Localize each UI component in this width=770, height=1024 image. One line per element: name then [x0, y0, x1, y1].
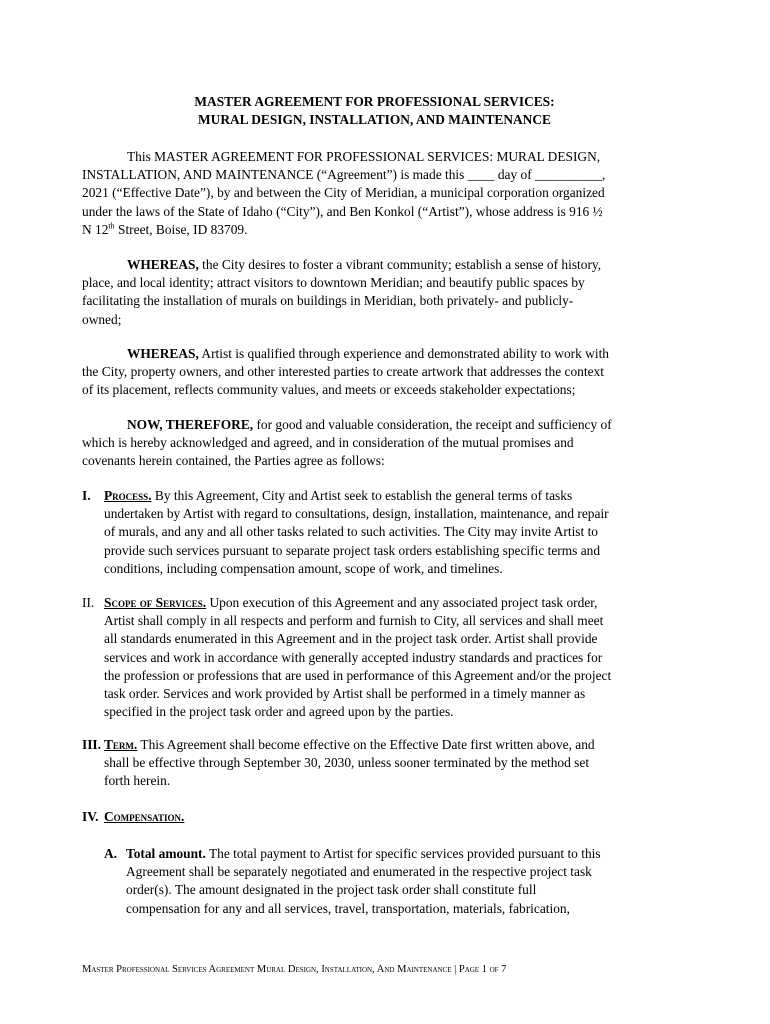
subsection-line: Agreement shall be separately negotiated and enumerated in the respective project task: [126, 864, 592, 880]
now-lead: NOW, THEREFORE,: [127, 417, 254, 432]
intro-line: under the laws of the State of Idaho (“City”), and Ben Konkol (“Artist”), whose address is 916 ½: [82, 203, 603, 219]
subsection-line: compensation for any and all services, travel, transportation, materials, fabrication,: [126, 900, 570, 916]
section-heading: Process.: [104, 488, 152, 503]
ordinal-suffix: th: [108, 221, 115, 231]
whereas-lead: WHEREAS,: [127, 257, 199, 272]
whereas-line: [82, 256, 601, 274]
section-line: the profession or professions that are used in performance of this Agreement and/or the project: [104, 667, 612, 683]
section-text: By this Agreement, City and Artist seek to establish the general terms of tasks: [151, 488, 573, 503]
now-therefore-paragraph: [82, 416, 612, 471]
intro-text: Street, Boise, ID 83709.: [114, 221, 248, 237]
section-line: [104, 808, 184, 826]
subsection-line: [126, 845, 601, 863]
section-line: provide such services pursuant to separate project task orders establishing specific terms and: [104, 542, 601, 558]
section-line: shall be effective through September 30, 2030, unless sooner terminated by the method set: [104, 755, 590, 771]
section-line: conditions, including compensation amount, scope of work, and timelines.: [104, 560, 503, 576]
whereas-lead: WHEREAS,: [127, 346, 199, 361]
section-line: [104, 487, 609, 505]
subsection-line: order(s). The amount designated in the project task order shall constitute full: [126, 882, 537, 898]
section-line: [104, 594, 611, 612]
whereas-line: place, and local identity; attract visitors to downtown Meridian; and beautify public spaces by: [82, 275, 585, 291]
section-heading: Scope of Services.: [104, 595, 207, 610]
subsection-letter: A.: [104, 846, 118, 861]
whereas-line: [82, 345, 609, 363]
document-title: [82, 93, 667, 129]
section-number: IV.: [82, 809, 99, 824]
whereas-paragraph-1: [82, 256, 601, 329]
now-line: which is hereby acknowledged and agreed, and in consideration of the mutual promises and: [82, 435, 574, 451]
section-number: III.: [82, 737, 101, 752]
section-line: [104, 736, 595, 754]
title-line-2: MURAL DESIGN, INSTALLATION, AND MAINTENANCE: [198, 112, 551, 127]
whereas-paragraph-2: [82, 345, 609, 400]
section-line: specified in the project task order and agreed upon by the parties.: [104, 704, 454, 720]
intro-line: 2021 (“Effective Date”), by and between the City of Meridian, a municipal corporation organized: [82, 185, 605, 201]
section-line: task order. Services and work provided by Artist shall be performed in a timely manner as: [104, 686, 586, 702]
intro-paragraph: [82, 148, 605, 239]
section-text: This Agreement shall become effective on the Effective Date first written above, and: [137, 737, 595, 752]
whereas-line: the City, property owners, and other interested parties to create artwork that addresses the context: [82, 364, 604, 380]
page-footer: Master Professional Services Agreement Mural Design, Installation, And Maintenance | Page 1 of 7: [82, 964, 507, 975]
now-line: [82, 416, 612, 434]
section-number: I.: [82, 488, 91, 503]
now-text: for good and valuable consideration, the receipt and sufficiency of: [253, 417, 612, 432]
section-text: Upon execution of this Agreement and any associated project task order,: [206, 595, 598, 610]
subsection-text: The total payment to Artist for specific services provided pursuant to this: [205, 846, 601, 861]
intro-line: This MASTER AGREEMENT FOR PROFESSIONAL SERVICES: MURAL DESIGN,: [127, 149, 601, 164]
intro-line: [82, 221, 605, 239]
whereas-text: the City desires to foster a vibrant community; establish a sense of history,: [198, 257, 602, 272]
section-line: services and work in accordance with generally accepted industry standards and practices for: [104, 649, 603, 665]
whereas-text: Artist is qualified through experience and demonstrated ability to work with: [198, 346, 609, 361]
section-line: of murals, and any and all other tasks related to such activities. The City may invite Artist to: [104, 524, 598, 540]
title-line-1: MASTER AGREEMENT FOR PROFESSIONAL SERVICES:: [194, 94, 555, 109]
whereas-line: owned;: [82, 311, 122, 327]
section-line: all standards enumerated in this Agreement and in the project task order. Artist shall provide: [104, 631, 598, 647]
section-heading: Term.: [104, 737, 138, 752]
section-number: II.: [82, 595, 95, 610]
subsection-heading: Total amount.: [126, 846, 206, 861]
intro-text: N 12: [82, 221, 109, 237]
whereas-line: facilitating the installation of murals on buildings in Meridian, both privately- and publicly-: [82, 293, 574, 309]
section-heading: Compensation.: [104, 809, 185, 824]
section-line: forth herein.: [104, 773, 171, 789]
section-line: Artist shall comply in all respects and perform and furnish to City, all services and shall meet: [104, 613, 604, 629]
intro-line: INSTALLATION, AND MAINTENANCE (“Agreement”) is made this ____ day of __________,: [82, 167, 606, 183]
whereas-line: of its placement, reflects community values, and meets or exceeds stakeholder expectations;: [82, 382, 576, 398]
now-line: covenants herein contained, the Parties agree as follows:: [82, 453, 385, 469]
section-line: undertaken by Artist with regard to consultations, design, installation, maintenance, and repair: [104, 506, 609, 522]
